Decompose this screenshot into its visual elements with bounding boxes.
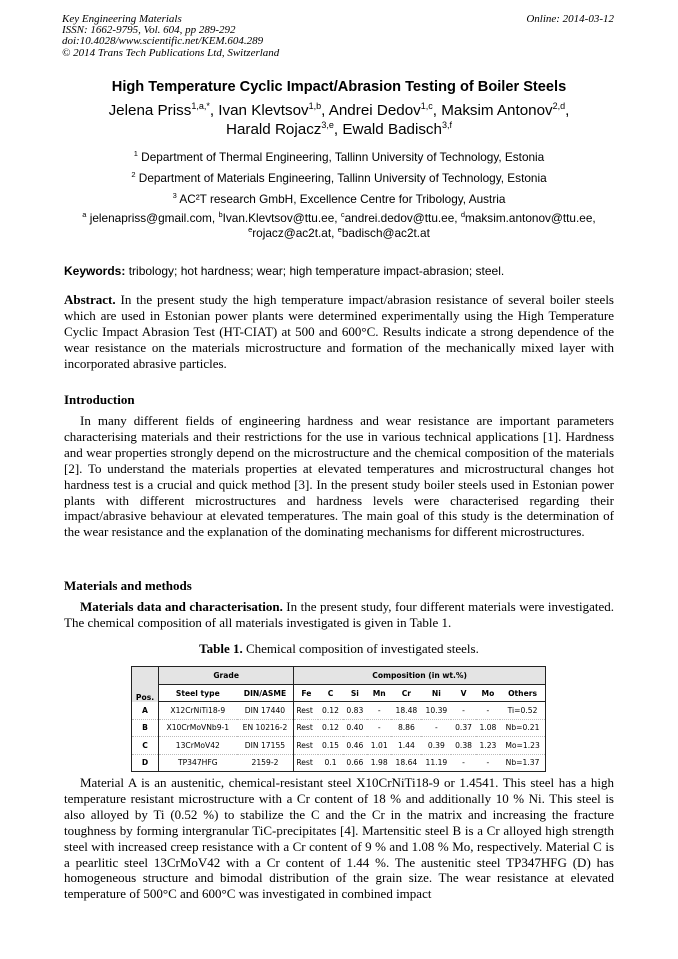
table-cell: 0.12 xyxy=(318,719,342,737)
column-header: Mn xyxy=(367,685,391,702)
journal-info xyxy=(62,14,279,59)
table-cell: 1.01 xyxy=(367,737,391,755)
column-header: Steel type xyxy=(159,685,237,702)
author: Ivan Klevtsov$^{1,b}$, xyxy=(218,101,329,119)
table-cell: 8.86 xyxy=(391,719,421,737)
email[interactable]: maksim.antonov@ttu.ee, xyxy=(465,211,596,225)
email[interactable]: jelenapriss@gmail.com, xyxy=(86,211,219,225)
table-cell: 1.23 xyxy=(476,737,500,755)
abstract-label: Abstract. xyxy=(64,292,116,307)
table-cell: Rest xyxy=(294,702,319,720)
table-cell: - xyxy=(462,758,465,768)
table-cell: 1.08 xyxy=(476,719,500,737)
table-cell: EN 10216-2 xyxy=(237,719,294,737)
issn-line: ISSN: 1662-9795, Vol. 604, pp 289-292 xyxy=(62,24,236,37)
table-cell: DIN 17440 xyxy=(237,702,294,720)
column-header: C xyxy=(318,685,342,702)
table-cell: DIN 17155 xyxy=(237,737,294,755)
copyright-line: © 2014 Trans Tech Publications Ltd, Switzerland xyxy=(62,46,280,59)
methods-paragraph: Materials data and characterisation. In the present study, four different materials were investigated. The chemical composition of all materials investigated is given in Table 1. xyxy=(64,599,614,630)
column-header: DIN/ASME xyxy=(237,685,294,702)
materials-paragraph: Material A is an austenitic, chemical-resistant steel X10CrNiTi18-9 or 1.4541. This steel has a high temperature resistant microstructure with a Cr content of 18 % and additionally 10 % Ni. This steel is also alloyed by Ti (0.52 %) to stabilize the C and the Cr in the matrix and increasing the fracture toughness by forming intergranular TiC-precipitates [4]. Martensitic steel B is a Cr alloyed high strength steel with increased creep resistance with a Cr content of 9 % and 1.08 % Mo, respectively. Material C is a pearlitic steel 13CrMoV42 with a Cr content of 1.44 %. The austenitic steel TP347HFG (D) has homogeneous structure and bimodal distribution of the grain size. The wear resistance at elevated temperature of 500°C and 600°C was investigated in combined impact xyxy=(64,775,614,902)
table-cell: 0.40 xyxy=(343,719,367,737)
affiliation: $^1$ Department of Thermal Engineering, Tallinn University of Technology, Estonia xyxy=(133,149,545,164)
email[interactable]: Ivan.Klevtsov@ttu.ee, xyxy=(222,211,341,225)
table-cell: X12CrNiTi18-9 xyxy=(159,702,237,720)
table-cell-pos: D xyxy=(132,754,159,772)
group-header-grade: Grade xyxy=(159,667,294,685)
keywords-label: Keywords: xyxy=(64,264,126,278)
section-heading-methods: Materials and methods xyxy=(64,578,192,593)
table-cell: 0.38 xyxy=(451,737,475,755)
column-header: Cr xyxy=(391,685,421,702)
keywords-text: tribology; hot hardness; wear; high temperature impact-abrasion; steel. xyxy=(125,264,505,278)
table-cell: Rest xyxy=(296,758,313,768)
table-cell: 0.1 xyxy=(324,758,337,768)
table-cell: Mo=1.23 xyxy=(500,737,545,755)
column-header: Fe xyxy=(294,685,319,702)
column-header: Mo xyxy=(476,685,500,702)
table-cell: Nb=0.21 xyxy=(500,719,545,737)
author: Jelena Priss$^{1,a,*}$, xyxy=(108,101,219,119)
table-cell: - xyxy=(367,719,391,737)
table-cell: 0.46 xyxy=(343,737,367,755)
table-caption: Table 1. Chemical composition of investigated steels. xyxy=(199,641,479,656)
table-cell: - xyxy=(421,719,451,737)
table-cell: 1.98 xyxy=(370,758,388,768)
table-cell-pos: B xyxy=(132,719,159,737)
table-cell: 0.12 xyxy=(318,702,342,720)
group-header-composition: Composition (in wt.%) xyxy=(294,667,546,685)
affiliation: $^2$ Department of Materials Engineering, Tallinn University of Technology, Estonia xyxy=(131,170,547,185)
table-cell: 0.15 xyxy=(318,737,342,755)
table-row xyxy=(132,737,546,755)
table-cell: 18.64 xyxy=(395,758,418,768)
table-cell: 18.48 xyxy=(391,702,421,720)
column-header: Others xyxy=(500,685,545,702)
section-heading-introduction: Introduction xyxy=(64,392,135,407)
table-cell: 0.66 xyxy=(346,758,364,768)
table-cell: 10.39 xyxy=(421,702,451,720)
table-cell: 0.83 xyxy=(343,702,367,720)
composition-table xyxy=(131,666,546,772)
table-cell: Rest xyxy=(294,719,319,737)
column-header: V xyxy=(451,685,475,702)
keywords xyxy=(64,264,504,278)
table-cell-pos: A xyxy=(132,702,159,720)
table-cell: Rest xyxy=(294,737,319,755)
introduction-paragraph: In many different fields of engineering hardness and wear resistance are important parameters characterising materials and their restrictions for the use in various technical applications [1]. Hardness and wear properties strongly depend on the microstructure and the chemical composition of the materials [2]. To understand the materials properties at elevated temperatures and microstructural changes hot hardness test is a crucial and quick method [3]. In the present study boiler steels used in Estonian power plants with different microstructures and hardness levels were characterised regarding their impact/abrasive behaviour at elevated temperatures. The main goal of this study is the determination of the wear resistance and the explanation of the dominating mechanisms for different microstructures. xyxy=(64,413,614,540)
subsection-heading: Materials data and characterisation. xyxy=(80,599,283,614)
table-cell: 0.37 xyxy=(451,719,475,737)
table-cell: 11.19 xyxy=(425,758,448,768)
table-cell: 0.39 xyxy=(421,737,451,755)
affiliation: $^3$ AC²T research GmbH, Excellence Centre for Tribology, Austria xyxy=(172,191,506,206)
table-cell: - xyxy=(451,702,475,720)
abstract-text: In the present study the high temperature impact/abrasion resistance of several boiler steels which are used in Estonian power plants were determined experimentally using the High Temperature Cyclic Impact Abrasion Test (HT-CIAT) at 500 and 600°C. Results indicate a strong dependence of the wear resistance on the materials microstructure and formation of the mechanically mixed layer with incorporated abrasive particles. xyxy=(64,292,614,371)
author-list xyxy=(62,101,616,139)
author: Maksim Antonov$^{2,d}$, xyxy=(441,101,570,119)
doi-line: doi:10.4028/www.scientific.net/KEM.604.289 xyxy=(62,35,264,48)
table-cell: X10CrMoVNb9-1 xyxy=(159,719,237,737)
column-header: Si xyxy=(343,685,367,702)
abstract xyxy=(64,292,614,372)
author-emails: $^a$ jelenapriss@gmail.com, $^b$Ivan.Klevtsov@ttu.ee, $^c$andrei.dedov@ttu.ee, $^d$maksim.antonov@ttu.ee, $^e$rojacz@ac2t.at, $^e$badisch@ac2t.at xyxy=(82,210,596,240)
column-header-pos: Pos. xyxy=(132,667,159,702)
table-cell: 2159-2 xyxy=(237,754,294,772)
table-row xyxy=(132,702,546,720)
email[interactable]: rojacz@ac2t.at, xyxy=(252,226,338,240)
journal-name: Key Engineering Materials xyxy=(62,13,182,25)
table-cell: - xyxy=(476,702,500,720)
table-cell: - xyxy=(367,702,391,720)
table-cell: Nb=1.37 xyxy=(505,758,540,768)
paper-title: High Temperature Cyclic Impact/Abrasion Testing of Boiler Steels xyxy=(111,79,567,95)
online-date: Online: 2014-03-12 xyxy=(526,13,614,25)
table-cell: - xyxy=(486,758,490,768)
table-cell: TP347HFG xyxy=(177,758,218,768)
table-cell: 1.44 xyxy=(391,737,421,755)
author: Harald Rojacz$^{3,e}$, xyxy=(226,120,343,138)
table-row xyxy=(132,719,546,737)
table-cell-pos: C xyxy=(132,737,159,755)
email[interactable]: badisch@ac2t.at xyxy=(341,226,430,240)
table-cell: 13CrMoV42 xyxy=(159,737,237,755)
table-row xyxy=(132,754,546,772)
column-header: Ni xyxy=(421,685,451,702)
email[interactable]: andrei.dedov@ttu.ee, xyxy=(344,211,461,225)
author: Andrei Dedov$^{1,c}$, xyxy=(328,101,442,119)
table-cell: Ti=0.52 xyxy=(500,702,545,720)
author: Ewald Badisch$^{3,f}$ xyxy=(342,120,452,138)
